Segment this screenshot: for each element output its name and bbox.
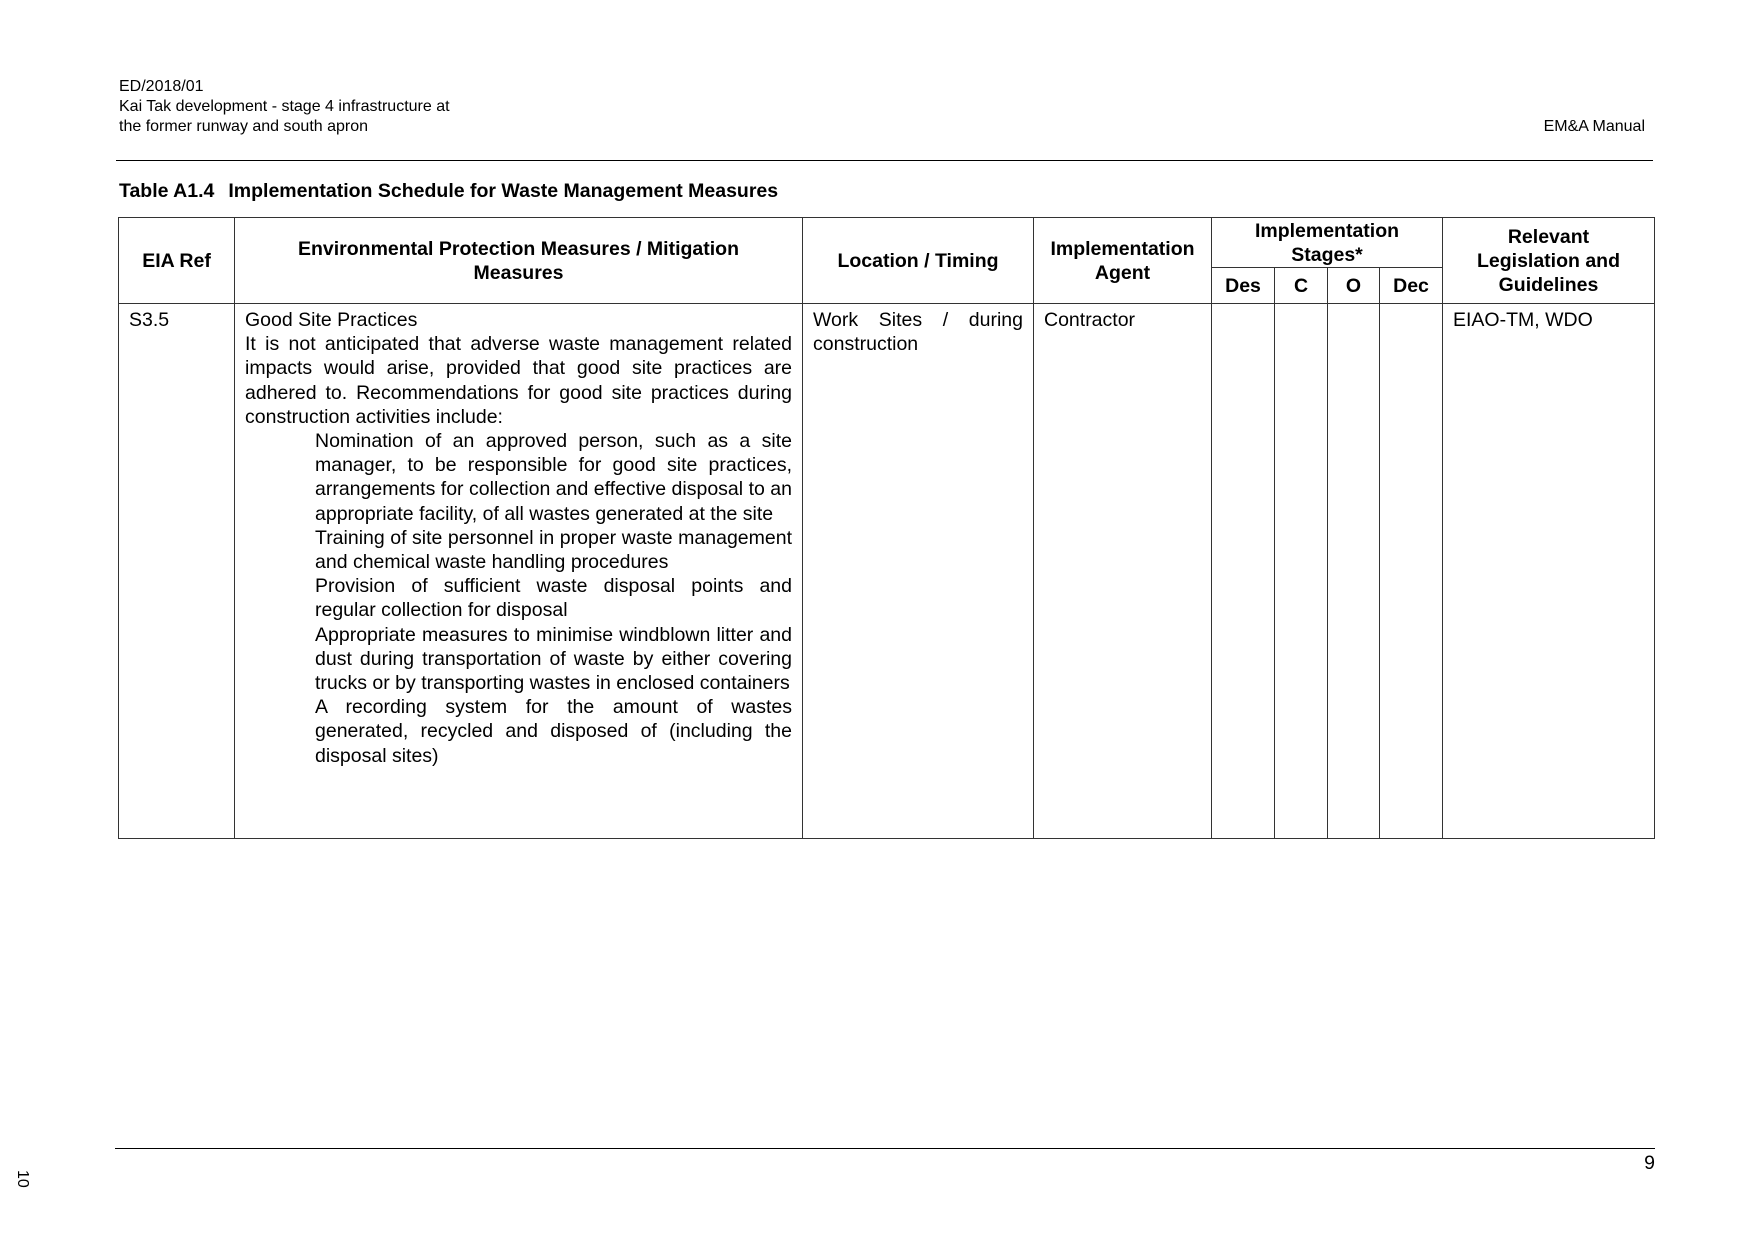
stage-dec-cell xyxy=(1380,304,1442,308)
list-item: Training of site personnel in proper waste management and chemical waste handling procedures xyxy=(315,526,792,574)
implementation-agent-cell: Contractor xyxy=(1044,309,1136,331)
header-stage-o: O xyxy=(1328,268,1380,304)
list-item: Nomination of an approved person, such as a site manager, to be responsible for good site practices, arrangements for collection and effective disposal to an appropriate facility, of all wastes generated at the site xyxy=(315,430,792,525)
page-number: 9 xyxy=(1644,1152,1655,1174)
header-location-timing: Location / Timing xyxy=(803,218,1034,304)
stage-c-cell xyxy=(1275,304,1327,308)
header-relevant-legislation: Relevant Legislation and Guidelines xyxy=(1443,218,1655,304)
header-measures: Environmental Protection Measures / Mitigation Measures xyxy=(235,218,803,304)
header-stage-dec: Dec xyxy=(1380,268,1443,304)
header-stage-c: C xyxy=(1275,268,1328,304)
project-title-line-2: the former runway and south apron xyxy=(119,118,369,135)
eia-ref-cell: S3.5 xyxy=(129,309,170,331)
measures-cell xyxy=(235,304,802,768)
table-caption-number: Table A1.4 xyxy=(119,180,215,202)
stage-des-cell xyxy=(1212,304,1274,308)
measure-intro: It is not anticipated that adverse waste management related impacts would arise, provided that good site practices are adhered to. Recommendations for good site practices during construction activities include: xyxy=(245,333,792,428)
manual-title: EM&A Manual xyxy=(1543,118,1645,135)
list-item: Appropriate measures to minimise windblown litter and dust during transportation of waste by either covering trucks or by transporting wastes in enclosed containers xyxy=(315,623,792,695)
header-eia-ref: EIA Ref xyxy=(119,218,235,304)
table-caption xyxy=(119,180,778,203)
measure-title: Good Site Practices xyxy=(245,309,418,331)
table-caption-title: Implementation Schedule for Waste Management Measures xyxy=(228,180,779,202)
header-implementation-stages: Implementation Stages* xyxy=(1212,218,1443,268)
implementation-schedule-table xyxy=(118,217,1655,839)
document-reference: ED/2018/01 xyxy=(119,78,204,95)
header-divider xyxy=(116,160,1653,161)
list-item: A recording system for the amount of wastes generated, recycled and disposed of (including the disposal sites) xyxy=(315,696,792,767)
footer-divider xyxy=(115,1148,1655,1149)
location-timing-cell: Work Sites / during construction xyxy=(813,309,1023,356)
project-title-line-1: Kai Tak development - stage 4 infrastructure at xyxy=(119,98,450,115)
table-row xyxy=(119,304,1655,839)
stage-o-cell xyxy=(1328,304,1379,308)
measure-list xyxy=(245,429,792,768)
legislation-cell: EIAO-TM, WDO xyxy=(1453,309,1593,331)
header-stage-des: Des xyxy=(1212,268,1275,304)
side-page-number: 10 xyxy=(14,1170,31,1188)
header-implementation-agent: Implementation Agent xyxy=(1034,218,1212,304)
list-item: Provision of sufficient waste disposal points and regular collection for disposal xyxy=(315,575,792,622)
document-header xyxy=(119,77,450,137)
